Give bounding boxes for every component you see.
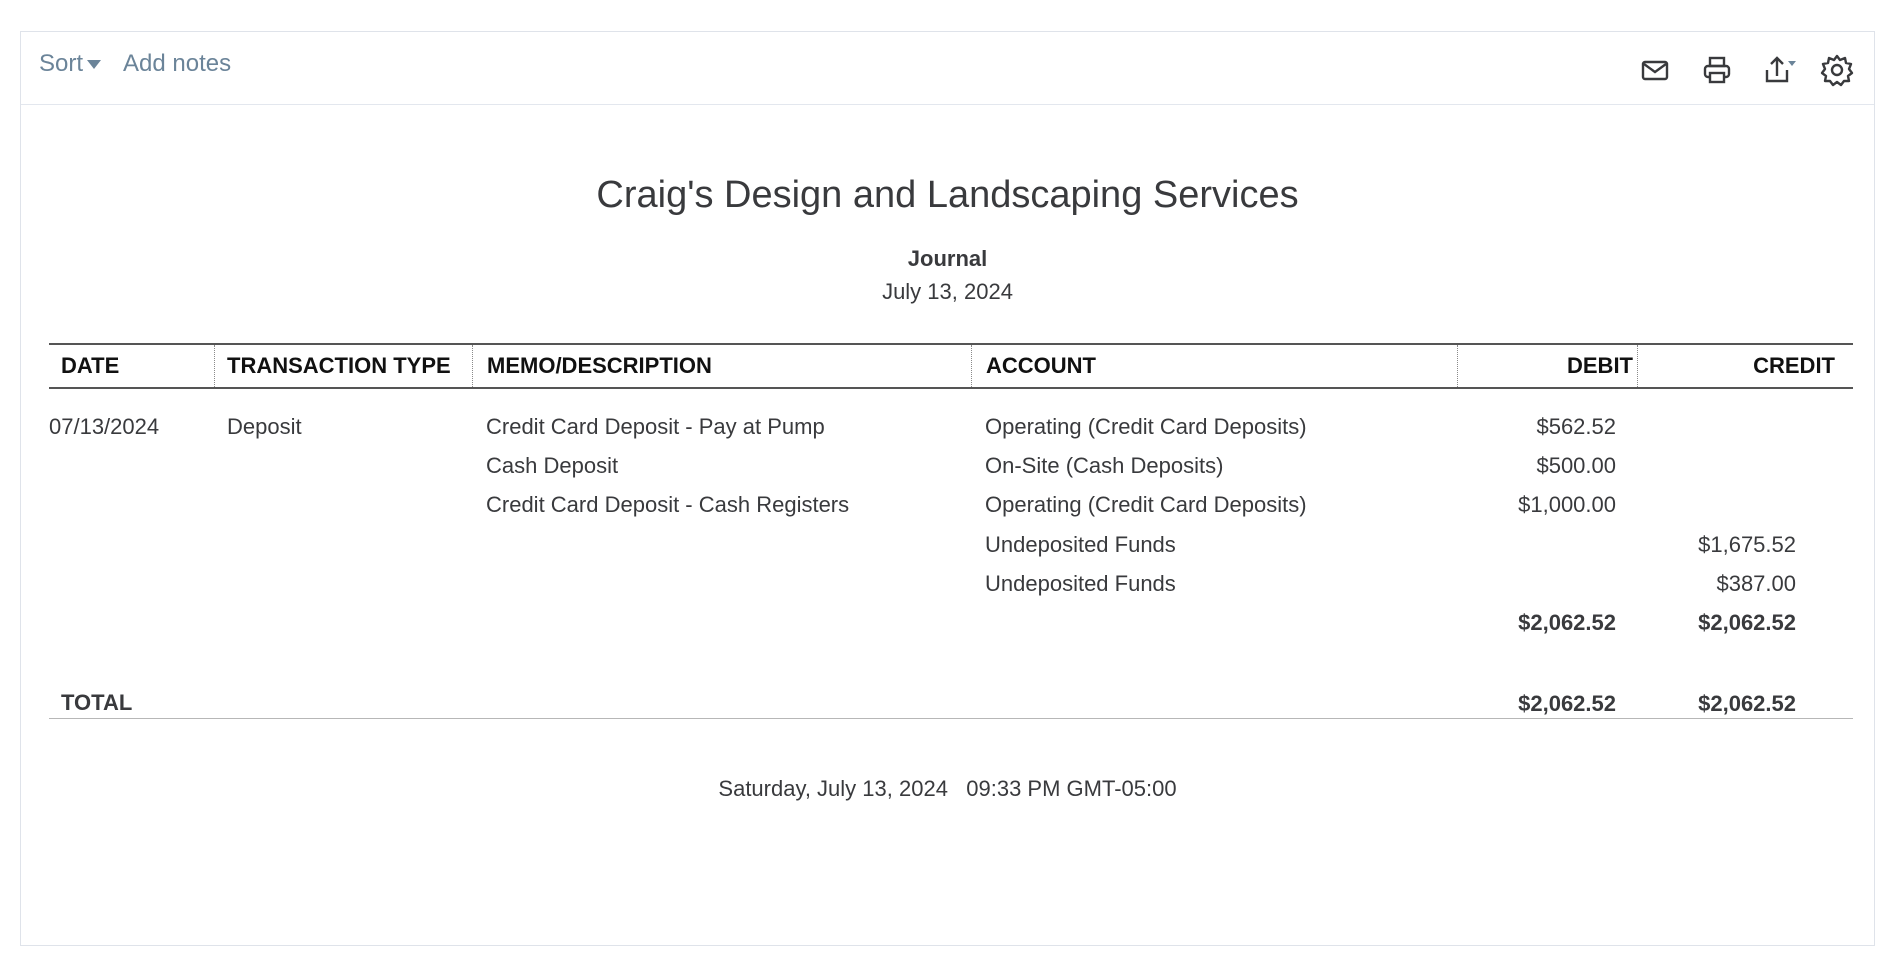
sort-label: Sort [39, 50, 84, 77]
report-footer-timestamp: Saturday, July 13, 2024 09:33 PM GMT-05:00 [718, 776, 1177, 801]
transaction-type[interactable]: Deposit [227, 414, 302, 439]
line-account: Operating (Credit Card Deposits) [985, 414, 1307, 439]
report-toolbar [21, 32, 1874, 105]
journal-report [21, 104, 1874, 945]
col-transaction-type[interactable]: TRANSACTION TYPE [215, 345, 473, 387]
line-debit: $562.52 [1536, 414, 1616, 439]
line-credit: $1,675.52 [1698, 532, 1796, 557]
subtotal-credit: $2,062.52 [1698, 610, 1796, 635]
print-icon[interactable] [1699, 52, 1735, 88]
col-memo-description[interactable]: MEMO/DESCRIPTION [473, 345, 972, 387]
col-debit[interactable]: DEBIT [1458, 345, 1638, 387]
report-frame [20, 31, 1875, 946]
line-account: Undeposited Funds [985, 571, 1176, 596]
line-credit: $387.00 [1716, 571, 1796, 596]
line-account: On-Site (Cash Deposits) [985, 453, 1224, 478]
total-credit: $2,062.52 [1698, 691, 1796, 716]
report-title: Journal [907, 246, 988, 271]
gear-icon[interactable] [1819, 52, 1855, 88]
table-header [49, 343, 1853, 389]
caret-down-icon [87, 60, 101, 69]
col-credit[interactable]: CREDIT [1753, 353, 1835, 378]
export-icon[interactable] [1761, 52, 1797, 88]
transaction-date[interactable]: 07/13/2024 [49, 414, 160, 439]
col-account[interactable]: ACCOUNT [972, 345, 1458, 387]
line-account: Operating (Credit Card Deposits) [985, 492, 1307, 517]
line-memo: Credit Card Deposit - Cash Registers [486, 492, 850, 517]
total-label: TOTAL [61, 690, 133, 715]
line-memo: Credit Card Deposit - Pay at Pump [486, 414, 825, 439]
line-debit: $500.00 [1536, 453, 1616, 478]
report-date: July 13, 2024 [882, 279, 1013, 304]
line-memo: Cash Deposit [486, 453, 619, 478]
line-account: Undeposited Funds [985, 532, 1176, 557]
mail-icon[interactable] [1637, 52, 1673, 88]
col-date[interactable]: DATE [49, 345, 215, 387]
total-debit: $2,062.52 [1518, 691, 1616, 716]
total-divider [49, 718, 1853, 719]
add-notes-button[interactable]: Add notes [123, 50, 232, 77]
line-debit: $1,000.00 [1518, 492, 1616, 517]
subtotal-debit: $2,062.52 [1518, 610, 1616, 635]
sort-button[interactable] [39, 50, 101, 78]
company-name: Craig's Design and Landscaping Services [596, 174, 1299, 216]
